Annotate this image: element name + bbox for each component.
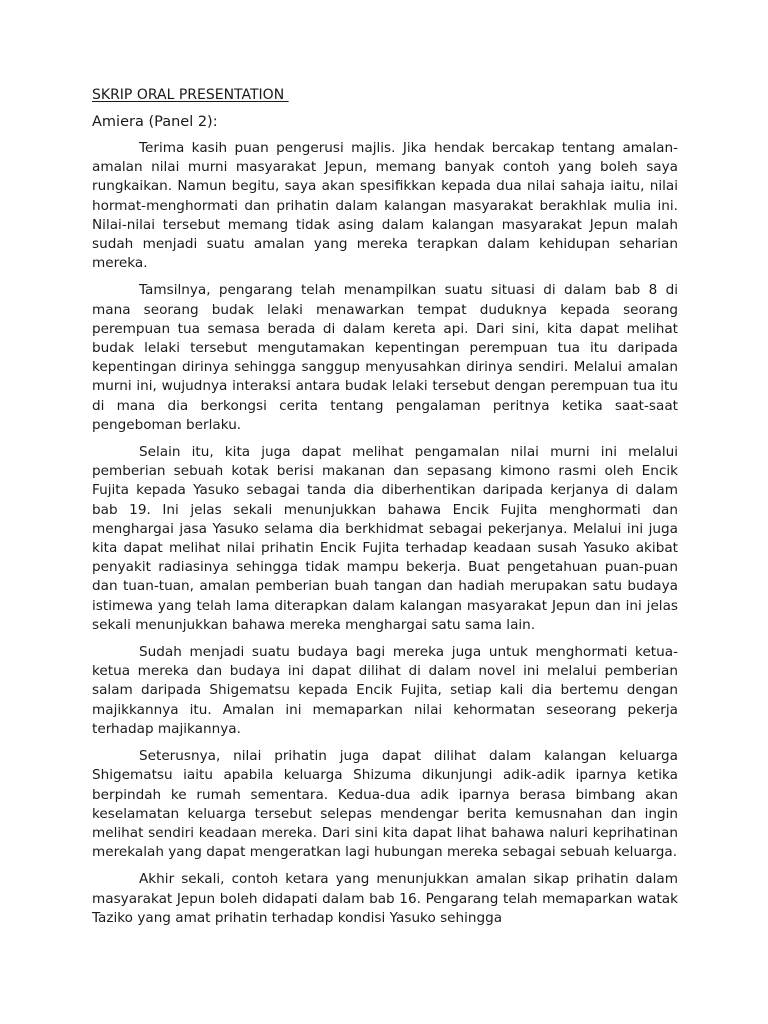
paragraph-3: Selain itu, kita juga dapat melihat pengamalan nilai murni ini melalui pemberian sebuah kotak berisi makanan dan sepasang kimono rasmi oleh Encik Fujita kepada Yasuko sebagai tanda dia diberhentikan daripada kerjanya di dalam bab 19. Ini jelas sekali menunjukkan bahawa Encik Fujita menghormati dan menghargai jasa Yasuko selama dia berkhidmat sebagai pekerjanya. Melalui ini juga kita dapat melihat nilai prihatin Encik Fujita terhadap keadaan susah Yasuko akibat penyakit radiasinya sehingga tidak mampu bekerja. Buat pengetahuan puan-puan dan tuan-tuan, amalan pemberian buah tangan dan hadiah merupakan satu budaya istimewa yang telah lama diterapkan dalam kalangan masyarakat Jepun dan ini jelas sekali menunjukkan bahawa mereka menghargai satu sama lain.: [92, 444, 678, 633]
paragraph-5: Seterusnya, nilai prihatin juga dapat dilihat dalam kalangan keluarga Shigematsu iaitu apabila keluarga Shizuma dikunjungi adik-adik iparnya ketika berpindah ke rumah sementara. Kedua-dua adik iparnya berasa bimbang akan keselamatan keluarga tersebut selepas mendengar berita kemusnahan dan ingin melihat sendiri keadaan mereka. Dari sini kita dapat lihat bahawa naluri keprihatinan merekalah yang dapat mengeratkan lagi hubungan mereka sebagai sebuah keluarga.: [92, 748, 678, 861]
paragraph-1: Terima kasih puan pengerusi majlis. Jika hendak bercakap tentang amalan-amalan nilai murni masyarakat Jepun, memang banyak contoh yang boleh saya rungkaikan. Namun begitu, saya akan spesifikkan kepada dua nilai sahaja iaitu, nilai hormat-menghormati dan prihatin dalam kalangan masyarakat berakhlak mulia ini. Nilai-nilai tersebut memang tidak asing dalam kalangan masyarakat Jepun malah sudah menjadi suatu amalan yang mereka terapkan dalam kehidupan seharian mereka.: [92, 140, 678, 272]
paragraph-4: Sudah menjadi suatu budaya bagi mereka juga untuk menghormati ketua-ketua mereka dan budaya ini dapat dilihat di dalam novel ini melalui pemberian salam daripada Shigematsu kepada Encik Fujita, setiap kali dia bertemu dengan majikkannya itu. Amalan ini memaparkan nilai kehormatan seseorang pekerja terhadap majikannya.: [92, 644, 678, 737]
paragraph-6: Akhir sekali, contoh ketara yang menunjukkan amalan sikap prihatin dalam masyarakat Jepun boleh didapati dalam bab 16. Pengarang telah memaparkan watak Taziko yang amat prihatin terhadap kondisi Yasuko sehingga: [92, 871, 678, 926]
speaker-heading: Amiera (Panel 2):: [92, 114, 218, 130]
paragraph-2: Tamsilnya, pengarang telah menampilkan suatu situasi di dalam bab 8 di mana seorang budak lelaki menawarkan tempat duduknya kepada seorang perempuan tua semasa berada di dalam kereta api. Dari sini, kita dapat melihat budak lelaki tersebut mengutamakan kepentingan perempuan tua itu daripada kepentingan dirinya sehingga sanggup menyusahkan dirinya sendiri. Melalui amalan murni ini, wujudnya interaksi antara budak lelaki tersebut dengan perempuan tua itu di mana dia berkongsi cerita tentang pengalaman peritnya ketika saat-saat pengeboman berlaku.: [92, 282, 678, 433]
document-title: SKRIP ORAL PRESENTATION: [92, 87, 289, 103]
